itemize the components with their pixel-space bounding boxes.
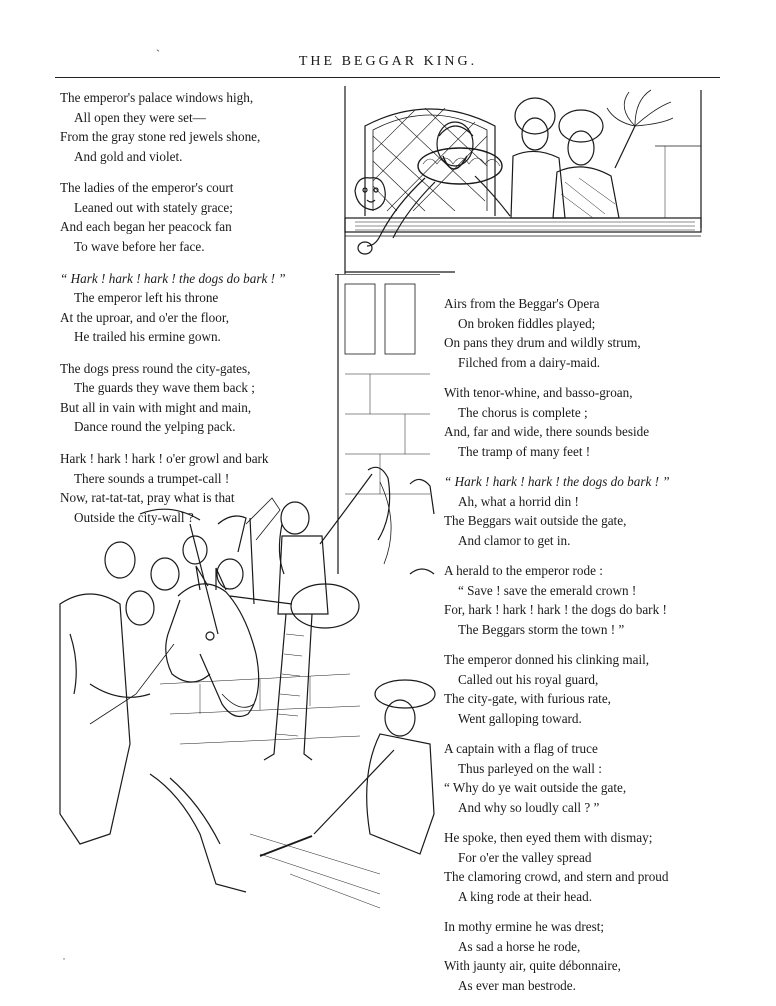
verse-line: A captain with a flag of truce <box>444 741 598 756</box>
verse-line: In mothy ermine he was drest; <box>444 919 605 934</box>
verse-line: Thus parleyed on the wall : <box>458 760 602 776</box>
stanza <box>444 561 744 639</box>
header-rule <box>55 77 720 78</box>
verse-line: Airs from the Beggar's Opera <box>444 296 600 311</box>
beggars-crowd-illustration <box>50 274 440 914</box>
verse-line: At the uproar, and o'er the floor, <box>60 309 230 325</box>
verse-line: And gold and violet. <box>74 148 183 164</box>
verse-line: To wave before her face. <box>74 238 205 254</box>
verse-line: And, far and wide, there sounds beside <box>444 424 650 439</box>
verse-line: All open they were set— <box>74 109 206 125</box>
stanza <box>444 294 744 372</box>
verse-line: But all in vain with might and main, <box>60 399 252 415</box>
verse-line: The dogs press round the city-gates, <box>60 360 251 376</box>
verse-line: “ Save ! save the emerald crown ! <box>458 582 637 598</box>
verse-line: On broken fiddles played; <box>458 315 596 331</box>
verse-line: The chorus is complete ; <box>458 404 588 420</box>
verse-line: There sounds a trumpet-call ! <box>74 470 230 486</box>
verse-line: The emperor's palace windows high, <box>60 90 254 105</box>
verse-line: “ Why do ye wait outside the gate, <box>444 780 627 795</box>
verse-line: Went galloping toward. <box>458 710 582 726</box>
verse-line: The ladies of the emperor's court <box>60 180 234 196</box>
verse-line: The guards they wave them back ; <box>74 380 255 396</box>
verse-line: Filched from a dairy-maid. <box>458 354 601 370</box>
verse-line: The tramp of many feet ! <box>458 443 591 459</box>
verse-line: On pans they drum and wildly strum, <box>444 335 641 350</box>
ink-speck: ˙ <box>62 955 66 969</box>
verse-line: The emperor left his throne <box>74 290 219 306</box>
verse-line: And each began her peacock fan <box>60 219 232 235</box>
verse-line: Called out his royal guard, <box>458 671 599 687</box>
stanza <box>444 650 744 728</box>
verse-line: Dance round the yelping pack. <box>74 419 236 435</box>
verse-line: The Beggars wait outside the gate, <box>444 513 627 528</box>
verse-line: The Beggars storm the town ! ” <box>458 621 625 637</box>
stanza <box>444 828 744 906</box>
verse-line: And clamor to get in. <box>458 532 571 548</box>
verse-line: As ever man bestrode. <box>458 977 576 993</box>
stanza <box>60 178 345 256</box>
verse-line: Now, rat-tat-tat, pray what is that <box>60 490 235 506</box>
verse-line: With jaunty air, quite débonnaire, <box>444 958 621 973</box>
stanza <box>60 88 345 166</box>
stanza <box>444 472 744 550</box>
page-title: THE BEGGAR KING. <box>298 54 478 69</box>
palace-window-illustration <box>335 86 707 274</box>
verse-line: “ Hark ! hark ! hark ! the dogs do bark ! ” <box>60 270 286 286</box>
stanza <box>444 383 744 461</box>
verse-line: “ Hark ! hark ! hark ! the dogs do bark ! ” <box>444 474 670 489</box>
verse-line: A king rode at their head. <box>458 888 593 904</box>
verse-line: From the gray stone red jewels shone, <box>60 129 261 144</box>
verse-line: As sad a horse he rode, <box>458 938 581 954</box>
verse-line: Ah, what a horrid din ! <box>458 493 579 509</box>
verse-line: A herald to the emperor rode : <box>444 563 603 578</box>
verse-line: The city-gate, with furious rate, <box>444 691 611 706</box>
verse-line: With tenor-whine, and basso-groan, <box>444 385 633 400</box>
verse-line: He spoke, then eyed them with dismay; <box>444 830 653 845</box>
verse-line: He trailed his ermine gown. <box>74 329 221 345</box>
verse-line: Leaned out with stately grace; <box>74 199 233 215</box>
ink-speck: ˏ <box>156 38 160 52</box>
verse-line: And why so loudly call ? ” <box>458 799 600 815</box>
verse-line: The emperor donned his clinking mail, <box>444 652 650 667</box>
verse-line: For, hark ! hark ! hark ! the dogs do bark ! <box>444 602 667 617</box>
stanza <box>444 917 744 995</box>
verse-line: Hark ! hark ! hark ! o'er growl and bark <box>60 451 269 467</box>
stanza <box>444 739 744 817</box>
verse-line: For o'er the valley spread <box>458 849 592 865</box>
verse-line: The clamoring crowd, and stern and proud <box>444 869 669 884</box>
right-poem-column <box>444 294 744 1006</box>
verse-line: Outside the city-wall ? <box>74 509 194 525</box>
